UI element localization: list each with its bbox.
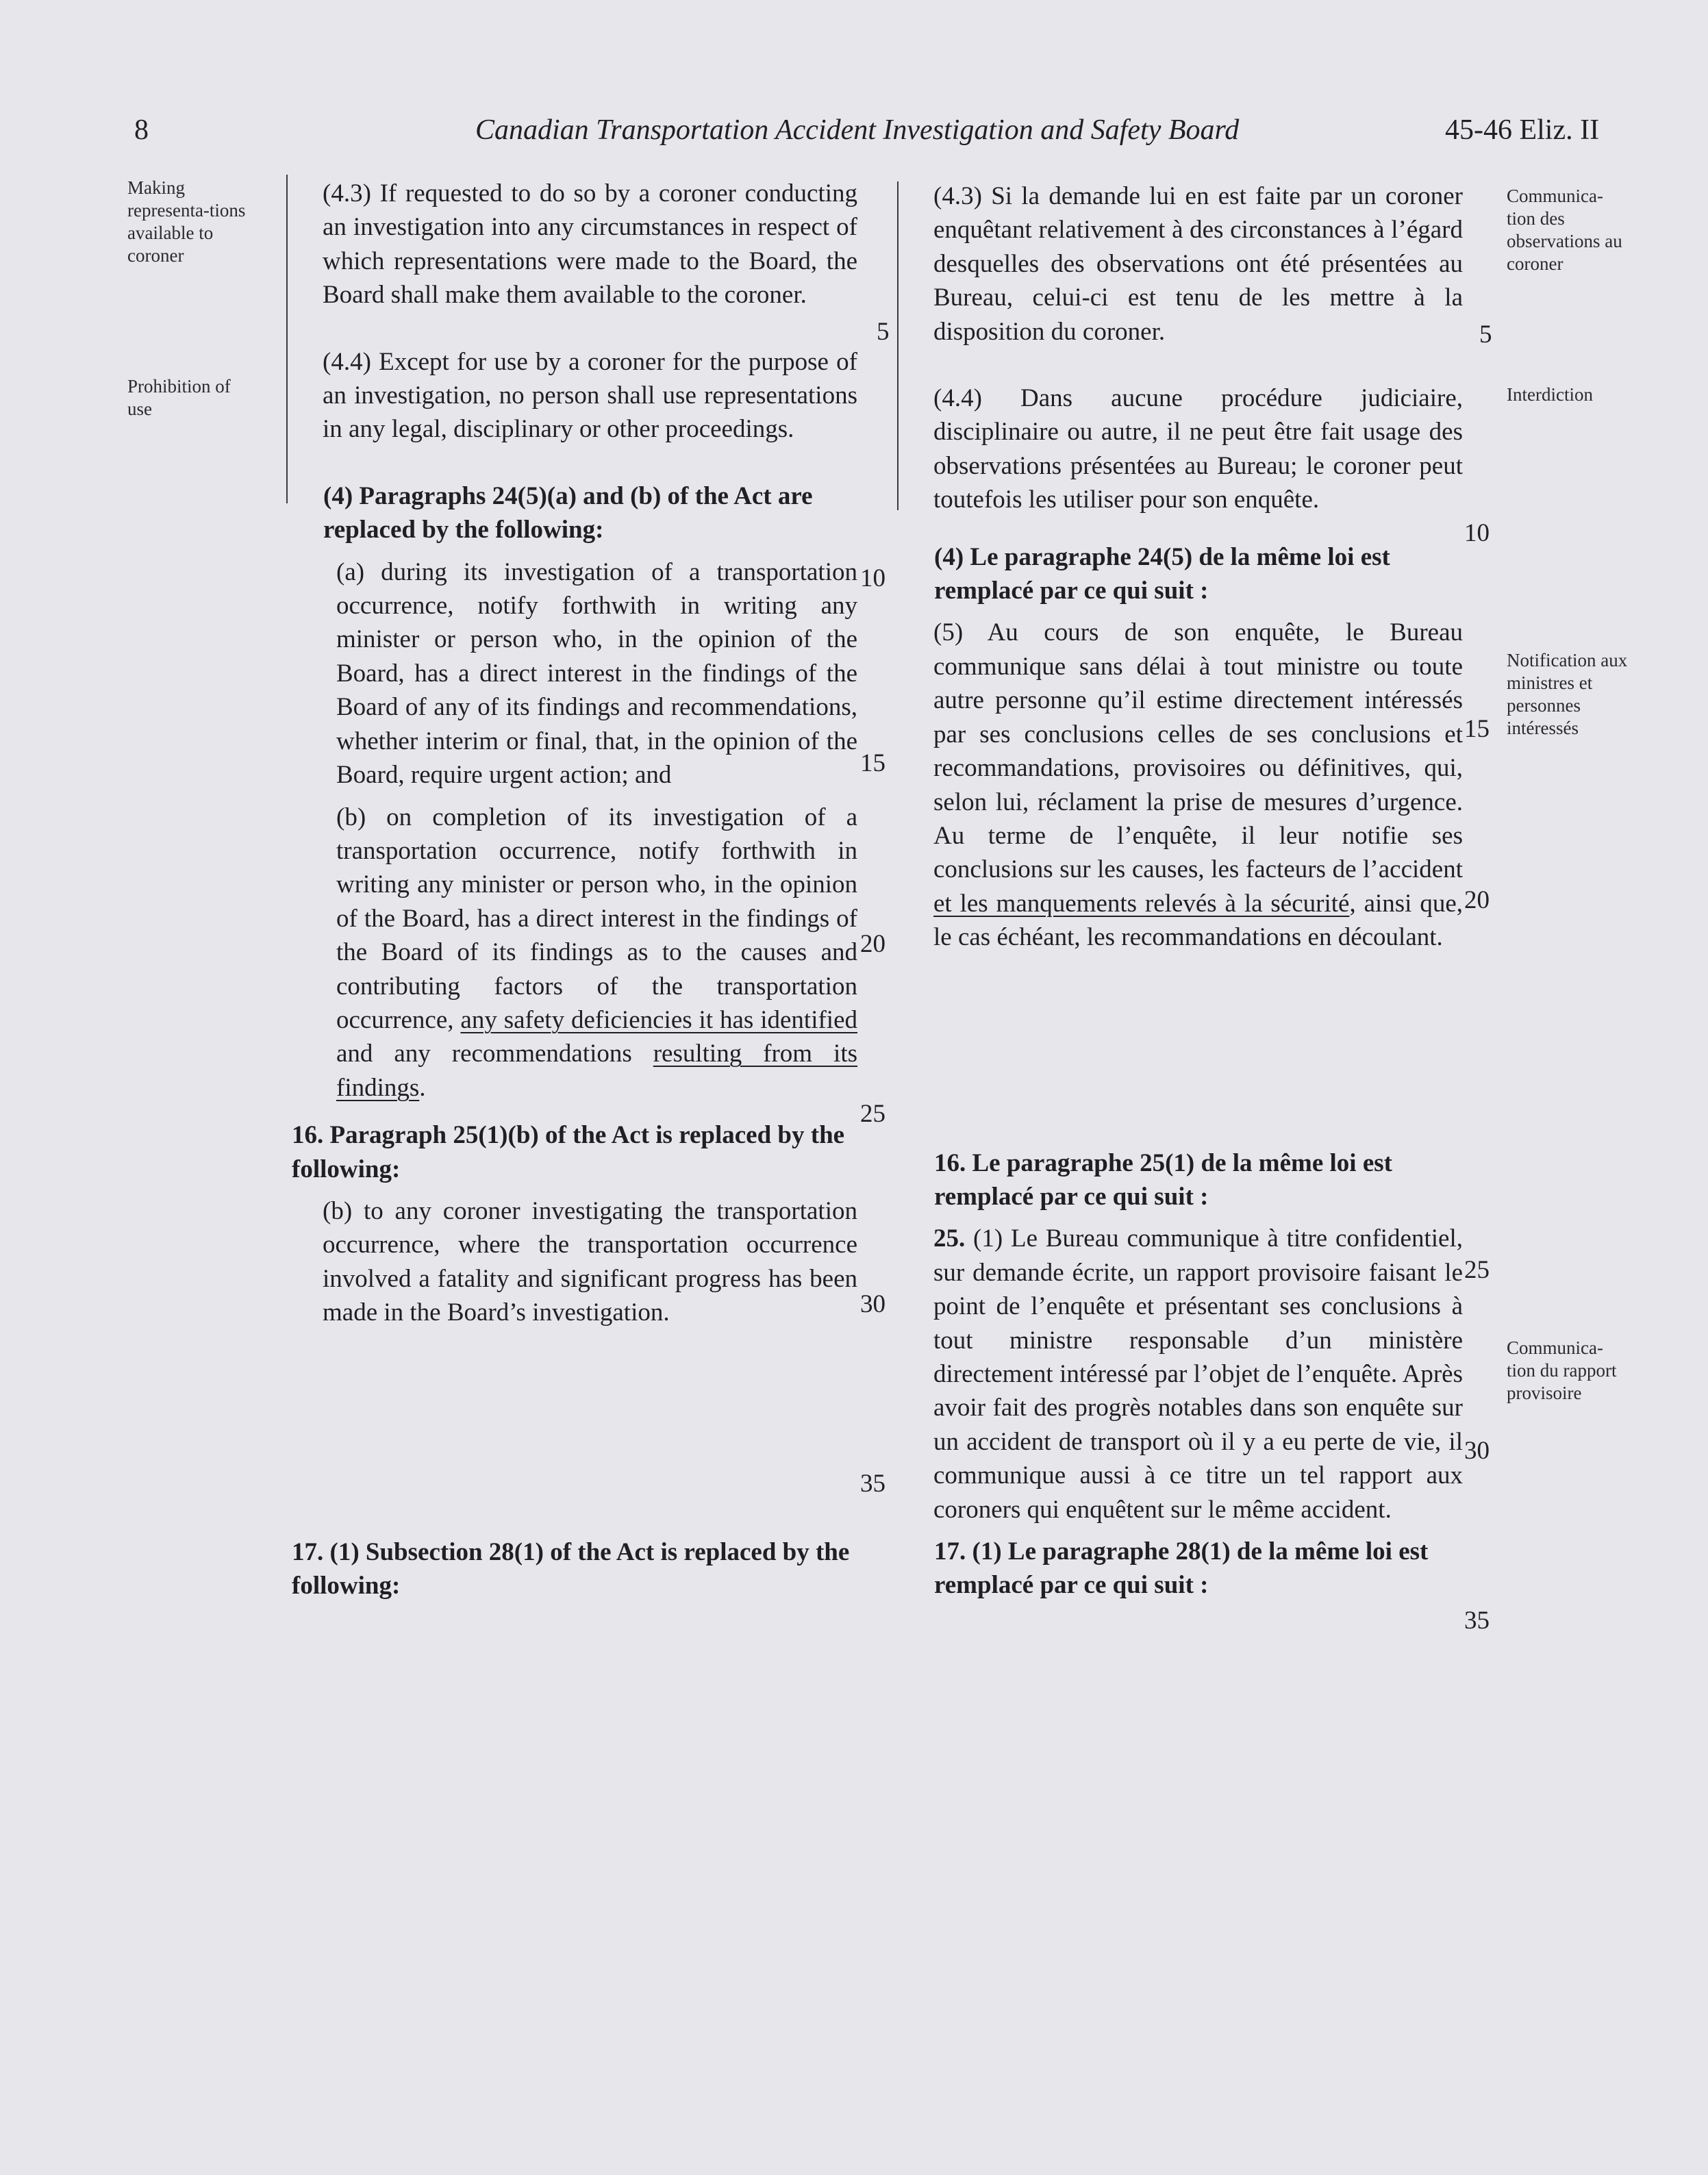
en-underline-resulting-findings: resulting from its findings [336, 1040, 857, 1102]
en-line-number: 10 [860, 564, 886, 592]
en-subsection-4-4: (4.4) Except for use by a coroner for the purpose of an investigation, no person shall use representations in any legal, disciplinary or other proceedings. [323, 347, 857, 444]
fr-line-number: 35 [1464, 1607, 1490, 1635]
margin-note-interdiction: Interdiction [1507, 384, 1593, 405]
fr-subsection-4-3: (4.3) Si la demande lui en est faite par un coroner enquêtant relativement à des circonstances à l’égard desquelles des observations ont été présentées au Bureau, celui-ci est tenu de les mettre à la disposition du coroner. [933, 182, 1463, 346]
en-paragraph-16b: (b) to any coroner investigating the transportation occurrence, where the transportation occurrence involved a fatality and significant progress has been made in the Board’s investigation. [323, 1196, 857, 1327]
en-line-number: 15 [860, 749, 886, 777]
margin-note-making-representations: Making representa-tions available to coroner [127, 177, 246, 266]
en-underline-safety-deficiencies: any safety deficiencies it has identified [460, 1005, 858, 1034]
fr-line-number: 20 [1464, 886, 1490, 914]
fr-line-number: 25 [1464, 1256, 1490, 1284]
en-line-number: 25 [860, 1100, 886, 1128]
regnal-year: 45-46 Eliz. II [1445, 114, 1600, 146]
en-line-number: 20 [860, 930, 886, 958]
fr-section-25: 25. (1) Le Bureau communique à titre confidentiel, sur demande écrite, un rapport provisoire faisant le point de l’enquête et présentant ses conclusions à tout ministre responsable d’un ministère directement intéressé par l’objet de l’enquête. Après avoir fait des progrès notables dans son enquête sur un accident de transport où il y a eu perte de vie, il communique aussi à ce titre un tel rapport aux coroners qui enquêtent sur le même accident. [933, 1224, 1463, 1524]
fr-line-number: 15 [1464, 715, 1490, 743]
en-line-number: 5 [877, 318, 890, 346]
en-paragraph-a: (a) during its investigation of a transportation occurrence, notify forthwith in writing any minister or person who, in the opinion of the Board, has a direct interest in the findings of the Board of any of its findings and recommendations, whether interim or final, that, in the opinion of the Board, require urgent action; and [336, 557, 857, 790]
fr-line-number: 30 [1464, 1437, 1490, 1465]
en-paragraph-b: (b) on completion of its investigation of a transportation occurrence, notify forthwith in writing any minister or person who, in the opinion of the Board, has a direct interest in the findings of the Board of its findings as to the causes and contributing factors of the transportation occurrence, any safety deficiencies it has identified and any recommendations resulting from its findings. [336, 803, 858, 1102]
french-column [903, 179, 1463, 1611]
running-title: Canadian Transportation Accident Investigation and Safety Board [475, 114, 1240, 146]
english-column [292, 177, 857, 1611]
page-number: 8 [134, 114, 149, 146]
margin-note-communication-observations: Communica-tion des observations au coroner [1507, 186, 1622, 274]
fr-heading-17: 17. (1) Le paragraphe 28(1) de la même loi est remplacé par ce qui suit : [934, 1537, 1429, 1600]
fr-line-number: 5 [1479, 320, 1492, 349]
margin-note-communication-rapport: Communica-tion du rapport provisoire [1507, 1337, 1617, 1403]
en-heading-17: 17. (1) Subsection 28(1) of the Act is replaced by the following: [292, 1537, 850, 1600]
margin-note-notification: Notification aux ministres et personnes intéressés [1507, 650, 1628, 738]
fr-heading-16: 16. Le paragraphe 25(1) de la même loi est remplacé par ce qui suit : [934, 1148, 1392, 1211]
fr-underline-manquements: et les manquements relevés à la sécurité [933, 889, 1350, 918]
amendment-rule-right [897, 181, 899, 510]
en-heading-16: 16. Paragraph 25(1)(b) of the Act is replaced by the following: [292, 1121, 845, 1183]
fr-heading-4: (4) Le paragraphe 24(5) de la même loi est remplacé par ce qui suit : [934, 542, 1390, 605]
en-heading-4: (4) Paragraphs 24(5)(a) and (b) of the Act are replaced by the following: [323, 481, 813, 544]
amendment-rule-left [286, 175, 288, 503]
en-subsection-4-3: (4.3) If requested to do so by a coroner conducting an investigation into any circumstances in respect of which representations were made to the Board, the Board shall make them available to the coroner. [323, 179, 857, 310]
margin-note-prohibition: Prohibition of use [127, 376, 231, 419]
fr-subsection-4-4: (4.4) Dans aucune procédure judiciaire, disciplinaire ou autre, il ne peut être fait usage des observations présentées au Bureau; le coroner peut toutefois les utiliser pour son enquête. [933, 384, 1463, 514]
fr-subsection-5: (5) Au cours de son enquête, le Bureau communique sans délai à tout ministre ou toute autre personne qu’il estime directement intéressés par ses conclusions celles de ses conclusions et recommandations, provisoires ou définitives, qui, selon lui, réclament la prise de mesures d’urgence. Au terme de l’enquête, il leur notifie ses conclusions sur les causes, les facteurs de l’accident et les manquements relevés à la sécurité, ainsi que, le cas échéant, les recommandations en découlant. [933, 618, 1463, 952]
en-line-number: 35 [860, 1470, 886, 1498]
fr-line-number: 10 [1464, 519, 1490, 547]
en-line-number: 30 [860, 1290, 886, 1318]
